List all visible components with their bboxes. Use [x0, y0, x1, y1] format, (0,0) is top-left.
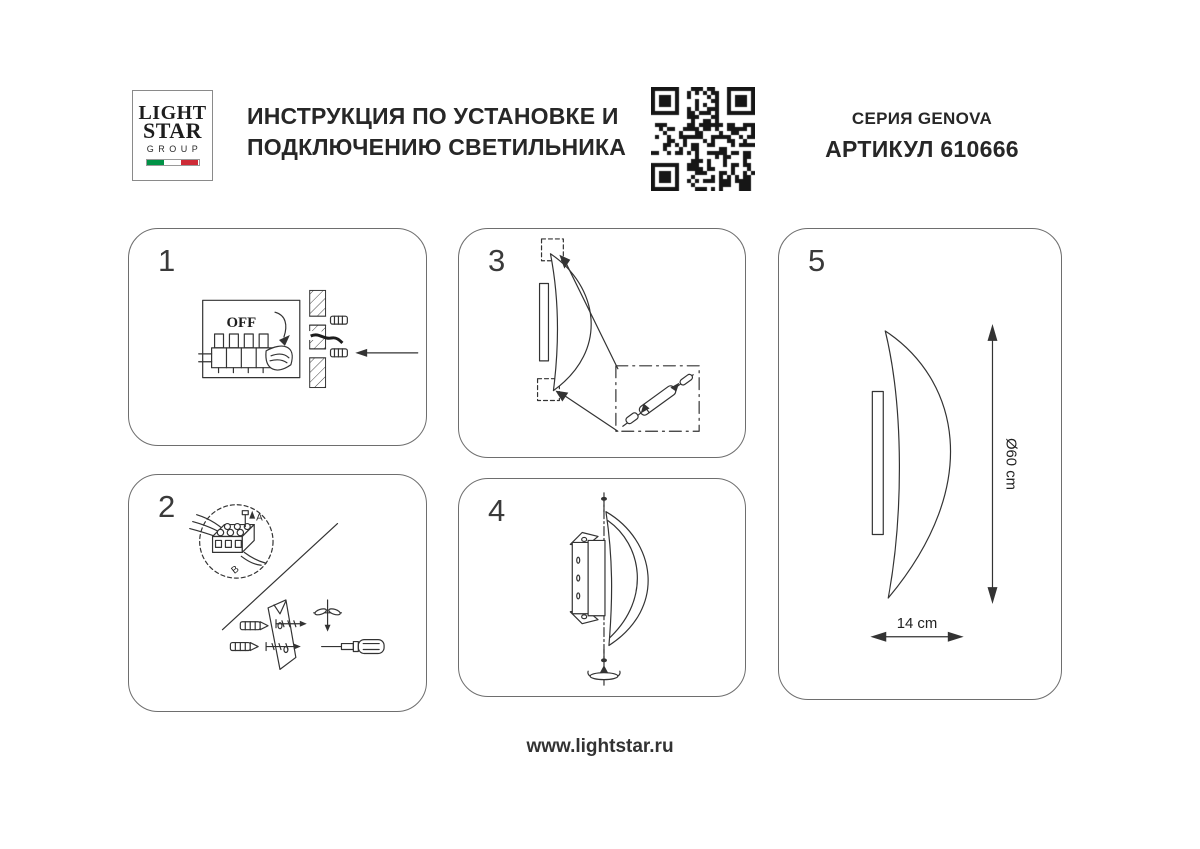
arrow-up-icon [249, 511, 255, 519]
screwdriver-icon [322, 640, 384, 654]
bracket-assembly [230, 600, 384, 669]
arrow-up-icon [988, 324, 998, 341]
screw-icon [601, 497, 607, 512]
step-2-panel [128, 474, 427, 712]
step-3-number: 3 [488, 243, 506, 278]
logo-star: STAR [142, 117, 203, 143]
step-5-illustration [779, 229, 1061, 699]
logo-group: GROUP [146, 144, 203, 155]
width-dimension [870, 616, 963, 642]
title-line-2: ПОДКЛЮЧЕНИЮ СВЕТИЛЬНИКА [247, 134, 627, 160]
terminal-block-inset [190, 505, 273, 578]
step-2-illustration [129, 475, 426, 711]
flag-white [164, 160, 181, 165]
lightstar-logo [132, 90, 213, 181]
lamp-shade [606, 512, 648, 646]
step-5-number: 5 [808, 243, 826, 278]
lamp-shade [550, 254, 591, 391]
step-4-panel [458, 478, 746, 697]
dowel-icon [230, 643, 258, 651]
wing-nut-icon [588, 665, 620, 679]
screw-icon [601, 649, 607, 662]
qr-code-icon [651, 87, 755, 191]
height-dimension-label: Ø60 cm [1002, 437, 1019, 491]
arrow-icon [555, 391, 568, 402]
flag-green [147, 160, 164, 165]
qr-code-canvas [651, 87, 755, 191]
flag-red [181, 160, 198, 165]
label-a: A [256, 512, 263, 524]
width-dimension-label: 14 cm [896, 615, 938, 632]
arrow-down-icon [988, 587, 998, 604]
series-label: СЕРИЯ GENOVA [851, 109, 993, 128]
title-line-1: ИНСТРУКЦИЯ ПО УСТАНОВКЕ И [247, 103, 619, 129]
lamp-shade [885, 331, 950, 598]
arrow-left-icon [870, 632, 886, 642]
pin-icon [638, 384, 678, 416]
logo-light: LIGHT [138, 101, 207, 124]
height-dimension [988, 324, 1019, 604]
page-title [247, 101, 626, 163]
wall-bracket [570, 533, 605, 624]
step-1-number: 1 [158, 243, 176, 278]
article-label: АРТИКУЛ 610666 [825, 136, 1019, 162]
pin-detail-inset [616, 366, 699, 431]
website-url: www.lightstar.ru [526, 736, 674, 757]
step-4-illustration [459, 479, 745, 696]
arrow-right-icon [948, 632, 964, 642]
step-5-panel [778, 228, 1062, 700]
step-3-panel [458, 228, 746, 458]
dowel-icon [331, 349, 348, 357]
italian-flag-icon [146, 159, 200, 166]
wall-dowels [308, 290, 418, 387]
hand-icon [266, 346, 292, 370]
step-1-illustration [129, 229, 426, 445]
label-b: B [229, 563, 242, 577]
wing-screw-icon [314, 600, 342, 632]
dowel-icon [240, 622, 268, 630]
step-2-number: 2 [158, 489, 176, 524]
step-4-number: 4 [488, 493, 506, 528]
dowel-icon [331, 316, 348, 324]
product-meta [812, 109, 1032, 163]
breaker-off-inset [199, 300, 300, 377]
lamp-backplate [540, 284, 549, 361]
lamp-backplate [872, 392, 883, 535]
step-3-illustration [459, 229, 745, 457]
off-label: OFF [226, 315, 257, 332]
arrow-left-icon [355, 349, 367, 357]
step-1-panel [128, 228, 427, 446]
